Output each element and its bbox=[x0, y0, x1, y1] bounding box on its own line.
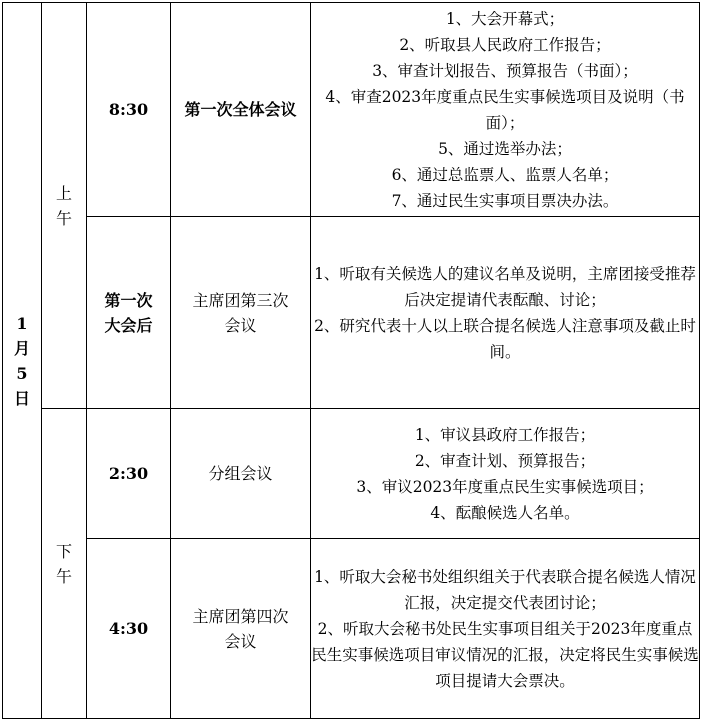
session-cell: 主席团第三次会议 bbox=[171, 217, 311, 409]
period-char: 下 bbox=[55, 541, 72, 561]
period-morning bbox=[42, 3, 87, 409]
period-afternoon bbox=[42, 409, 87, 719]
list-item: 3、审查计划报告、预算报告（书面）； bbox=[372, 61, 638, 80]
session-cell: 主席团第四次会议 bbox=[171, 539, 311, 719]
items-cell bbox=[311, 217, 700, 409]
list-item: 1、听取有关候选人的建议名单及说明，主席团接受推荐后决定提请代表酝酿、讨论； bbox=[314, 264, 696, 309]
period-char: 午 bbox=[55, 566, 72, 586]
table-row bbox=[3, 539, 700, 719]
period-char: 上 bbox=[55, 183, 72, 203]
list-item: 3、审议2023年度重点民生实事候选项目； bbox=[356, 477, 654, 496]
list-item: 2、审查计划、预算报告； bbox=[414, 451, 596, 470]
table-row bbox=[3, 217, 700, 409]
list-item: 2、听取县人民政府工作报告； bbox=[399, 35, 611, 54]
list-item: 7、通过民生实事项目票决办法。 bbox=[391, 191, 619, 210]
session-cell: 第一次全体会议 bbox=[171, 3, 311, 217]
date-char: 5 bbox=[16, 363, 28, 383]
list-item: 4、酝酿候选人名单。 bbox=[430, 503, 580, 522]
table-row bbox=[3, 409, 700, 539]
list-item: 1、听取大会秘书处组织组关于代表联合提名候选人情况汇报，决定提交代表团讨论； bbox=[314, 567, 696, 612]
table-row bbox=[3, 3, 700, 217]
list-item: 2、听取大会秘书处民生实事项目组关于2023年度重点民生实事候选项目审议情况的汇报，决定将民生实事候选项目提请大会票决。 bbox=[311, 619, 699, 690]
list-item: 1、大会开幕式； bbox=[445, 9, 565, 28]
schedule-table bbox=[2, 2, 700, 719]
list-item: 5、通过选举办法； bbox=[438, 139, 572, 158]
date-cell bbox=[3, 3, 42, 719]
items-cell bbox=[311, 3, 700, 217]
list-item: 6、通过总监票人、监票人名单； bbox=[391, 165, 619, 184]
items-cell bbox=[311, 409, 700, 539]
list-item: 1、审议县政府工作报告； bbox=[414, 425, 596, 444]
time-cell: 8:30 bbox=[87, 3, 171, 217]
time-cell: 4:30 bbox=[87, 539, 171, 719]
list-item: 4、审查2023年度重点民生实事候选项目及说明（书面）； bbox=[325, 87, 685, 132]
time-cell: 2:30 bbox=[87, 409, 171, 539]
session-cell: 分组会议 bbox=[171, 409, 311, 539]
items-cell bbox=[311, 539, 700, 719]
list-item: 2、研究代表十人以上联合提名候选人注意事项及截止时间。 bbox=[314, 316, 696, 361]
date-char: 月 bbox=[13, 338, 30, 358]
period-char: 午 bbox=[55, 208, 72, 228]
date-char: 1 bbox=[16, 313, 28, 333]
time-cell: 第一次大会后 bbox=[87, 217, 171, 409]
date-char: 日 bbox=[13, 388, 30, 408]
